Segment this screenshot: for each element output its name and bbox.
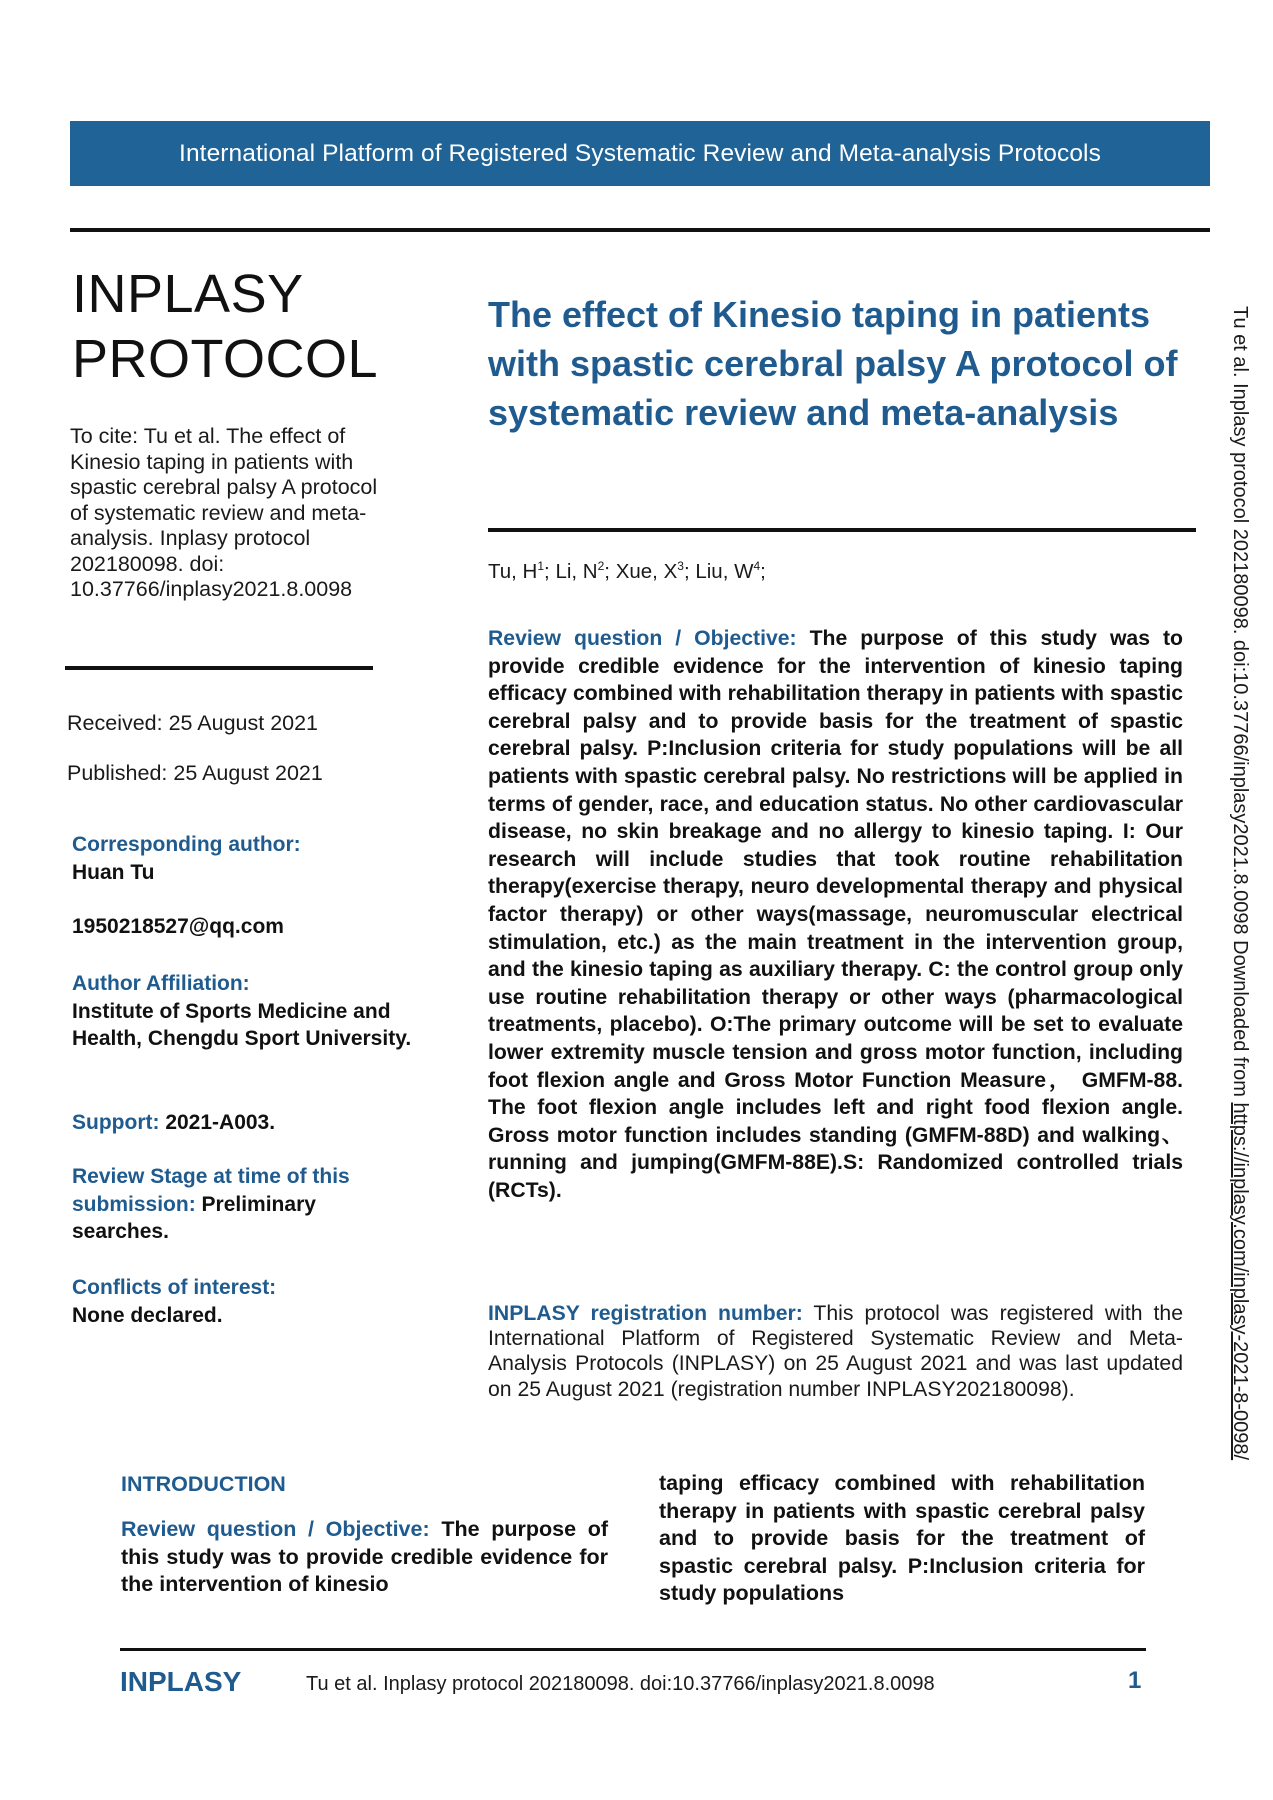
stage-value: Preliminary searches. [72, 1192, 316, 1243]
author: Tu, $H^1$; [488, 559, 556, 583]
conflicts-label: Conflicts of interest: [72, 1276, 277, 1299]
author: Liu, $W^4$; [695, 559, 766, 583]
footer-divider [120, 1648, 1146, 1651]
intro-label: Review question / Objective: [121, 1517, 430, 1541]
corresponding-label: Corresponding author: [72, 833, 301, 856]
brand-line-2: PROTOCOL [72, 329, 379, 389]
footer-citation: Tu et al. Inplasy protocol 202180098. doi:10.37766/inplasy2021.8.0098 [306, 1673, 935, 1695]
abstract-text: The purpose of this study was to provide credible evidence for the intervention of kinesio taping efficacy combined with rehabilitation therapy in patients with spastic cerebral palsy and to provide basis for the treatment of spastic cerebral palsy. P:Inclusion criteria for study populations will be all patients with spastic cerebral palsy. No restrictions will be applied in terms of gender, race, and education status. No other cardiovascular disease, no skin breakage and no allergy to kinesio taping. I: Our research will include studies that took routine rehabilitation therapy(exercise therapy, neuro developmental therapy and physical factor therapy) or other ways(massage, neuromuscular electrical stimulation, etc.) as the main treatment in the intervention group, and the kinesio taping as auxiliary therapy. C: the control group only use routine rehabilitation therapy or other ways (pharmacological treatments, placebo). O:The primary outcome will be set to evaluate lower extremity muscle tension and gross motor function, including foot flexion angle and Gross Motor Function Measure， GMFM-88. The foot flexion angle includes left and right food flexion angle. Gross motor function includes standing (GMFM-88D) and walking、running and jumping(GMFM-88E).S: Randomized controlled trials (RCTs). [488, 627, 1183, 1202]
intro-left-text: The purpose of this study was to provide credible evidence for the intervention of kinesio [121, 1517, 608, 1596]
header-banner: International Platform of Registered Systematic Review and Meta-analysis Protocols [70, 121, 1210, 186]
author-affiliation [72, 970, 412, 1053]
published-date: Published: 25 August 2021 [67, 761, 323, 785]
affiliation-label: Author Affiliation: [72, 972, 250, 995]
introduction-heading: INTRODUCTION [121, 1472, 286, 1496]
support-label: Support: [72, 1111, 160, 1134]
registration-section [488, 1301, 1183, 1402]
corresponding-name: Huan Tu [72, 860, 155, 884]
title-divider [488, 528, 1196, 532]
paper-title: The effect of Kinesio taping in patients with spastic cerebral palsy A protocol of systematic review and meta-analysis [488, 294, 1178, 433]
registration-text: This protocol was registered with the International Platform of Registered Systematic Review and Meta-Analysis Protocols (INPLASY) on 25 August 2021 and was last updated on 25 August 2021 (registration number INPLASY202180098). [488, 1302, 1183, 1401]
conflicts-of-interest [72, 1274, 412, 1329]
protocol-brand [72, 262, 378, 392]
author: Xue, $X^3$; [615, 559, 696, 583]
registration-label: INPLASY registration number: [488, 1302, 803, 1325]
affiliation-value: Institute of Sports Medicine and Health, Chengdu Sport University. [72, 999, 412, 1050]
abstract-label: Review question / Objective: [488, 627, 797, 650]
page-number: 1 [1128, 1667, 1142, 1694]
download-link[interactable]: https://inplasy.com/inplasy-2021-8-0098/ [1229, 1102, 1251, 1461]
side-download-note [1228, 306, 1251, 1460]
author: Li, $N^2$; [555, 559, 616, 583]
support [72, 1109, 412, 1137]
corresponding-author [72, 831, 412, 941]
author-list [488, 559, 766, 584]
support-value: 2021-A003. [159, 1111, 276, 1134]
footer-brand: INPLASY [120, 1666, 242, 1697]
review-stage [72, 1163, 412, 1246]
side-note-text: Tu et al. Inplasy protocol 202180098. doi:10.37766/inplasy2021.8.0098 Downloaded from [1229, 306, 1251, 1103]
intro-left-column [121, 1516, 608, 1599]
top-divider [70, 228, 1210, 232]
left-divider [65, 666, 373, 670]
conflicts-value: None declared. [72, 1303, 223, 1327]
brand-line-1: INPLASY [72, 264, 304, 324]
citation: To cite: Tu et al. The effect of Kinesio taping in patients with spastic cerebral palsy A protocol of systematic review and meta-analysis. Inplasy protocol 202180098. doi: 10.37766/inplasy2021.8.0098 [70, 424, 378, 601]
received-date: Received: 25 August 2021 [67, 711, 319, 735]
abstract-section [488, 625, 1183, 1204]
stage-label: Review Stage at time of this submission: [72, 1165, 350, 1216]
intro-right-column: taping efficacy combined with rehabilitation therapy in patients with spastic cerebral palsy and to provide basis for the treatment of spastic cerebral palsy. P:Inclusion criteria for study populations [659, 1471, 1145, 1605]
corresponding-email[interactable]: 1950218527@qq.com [72, 915, 284, 938]
